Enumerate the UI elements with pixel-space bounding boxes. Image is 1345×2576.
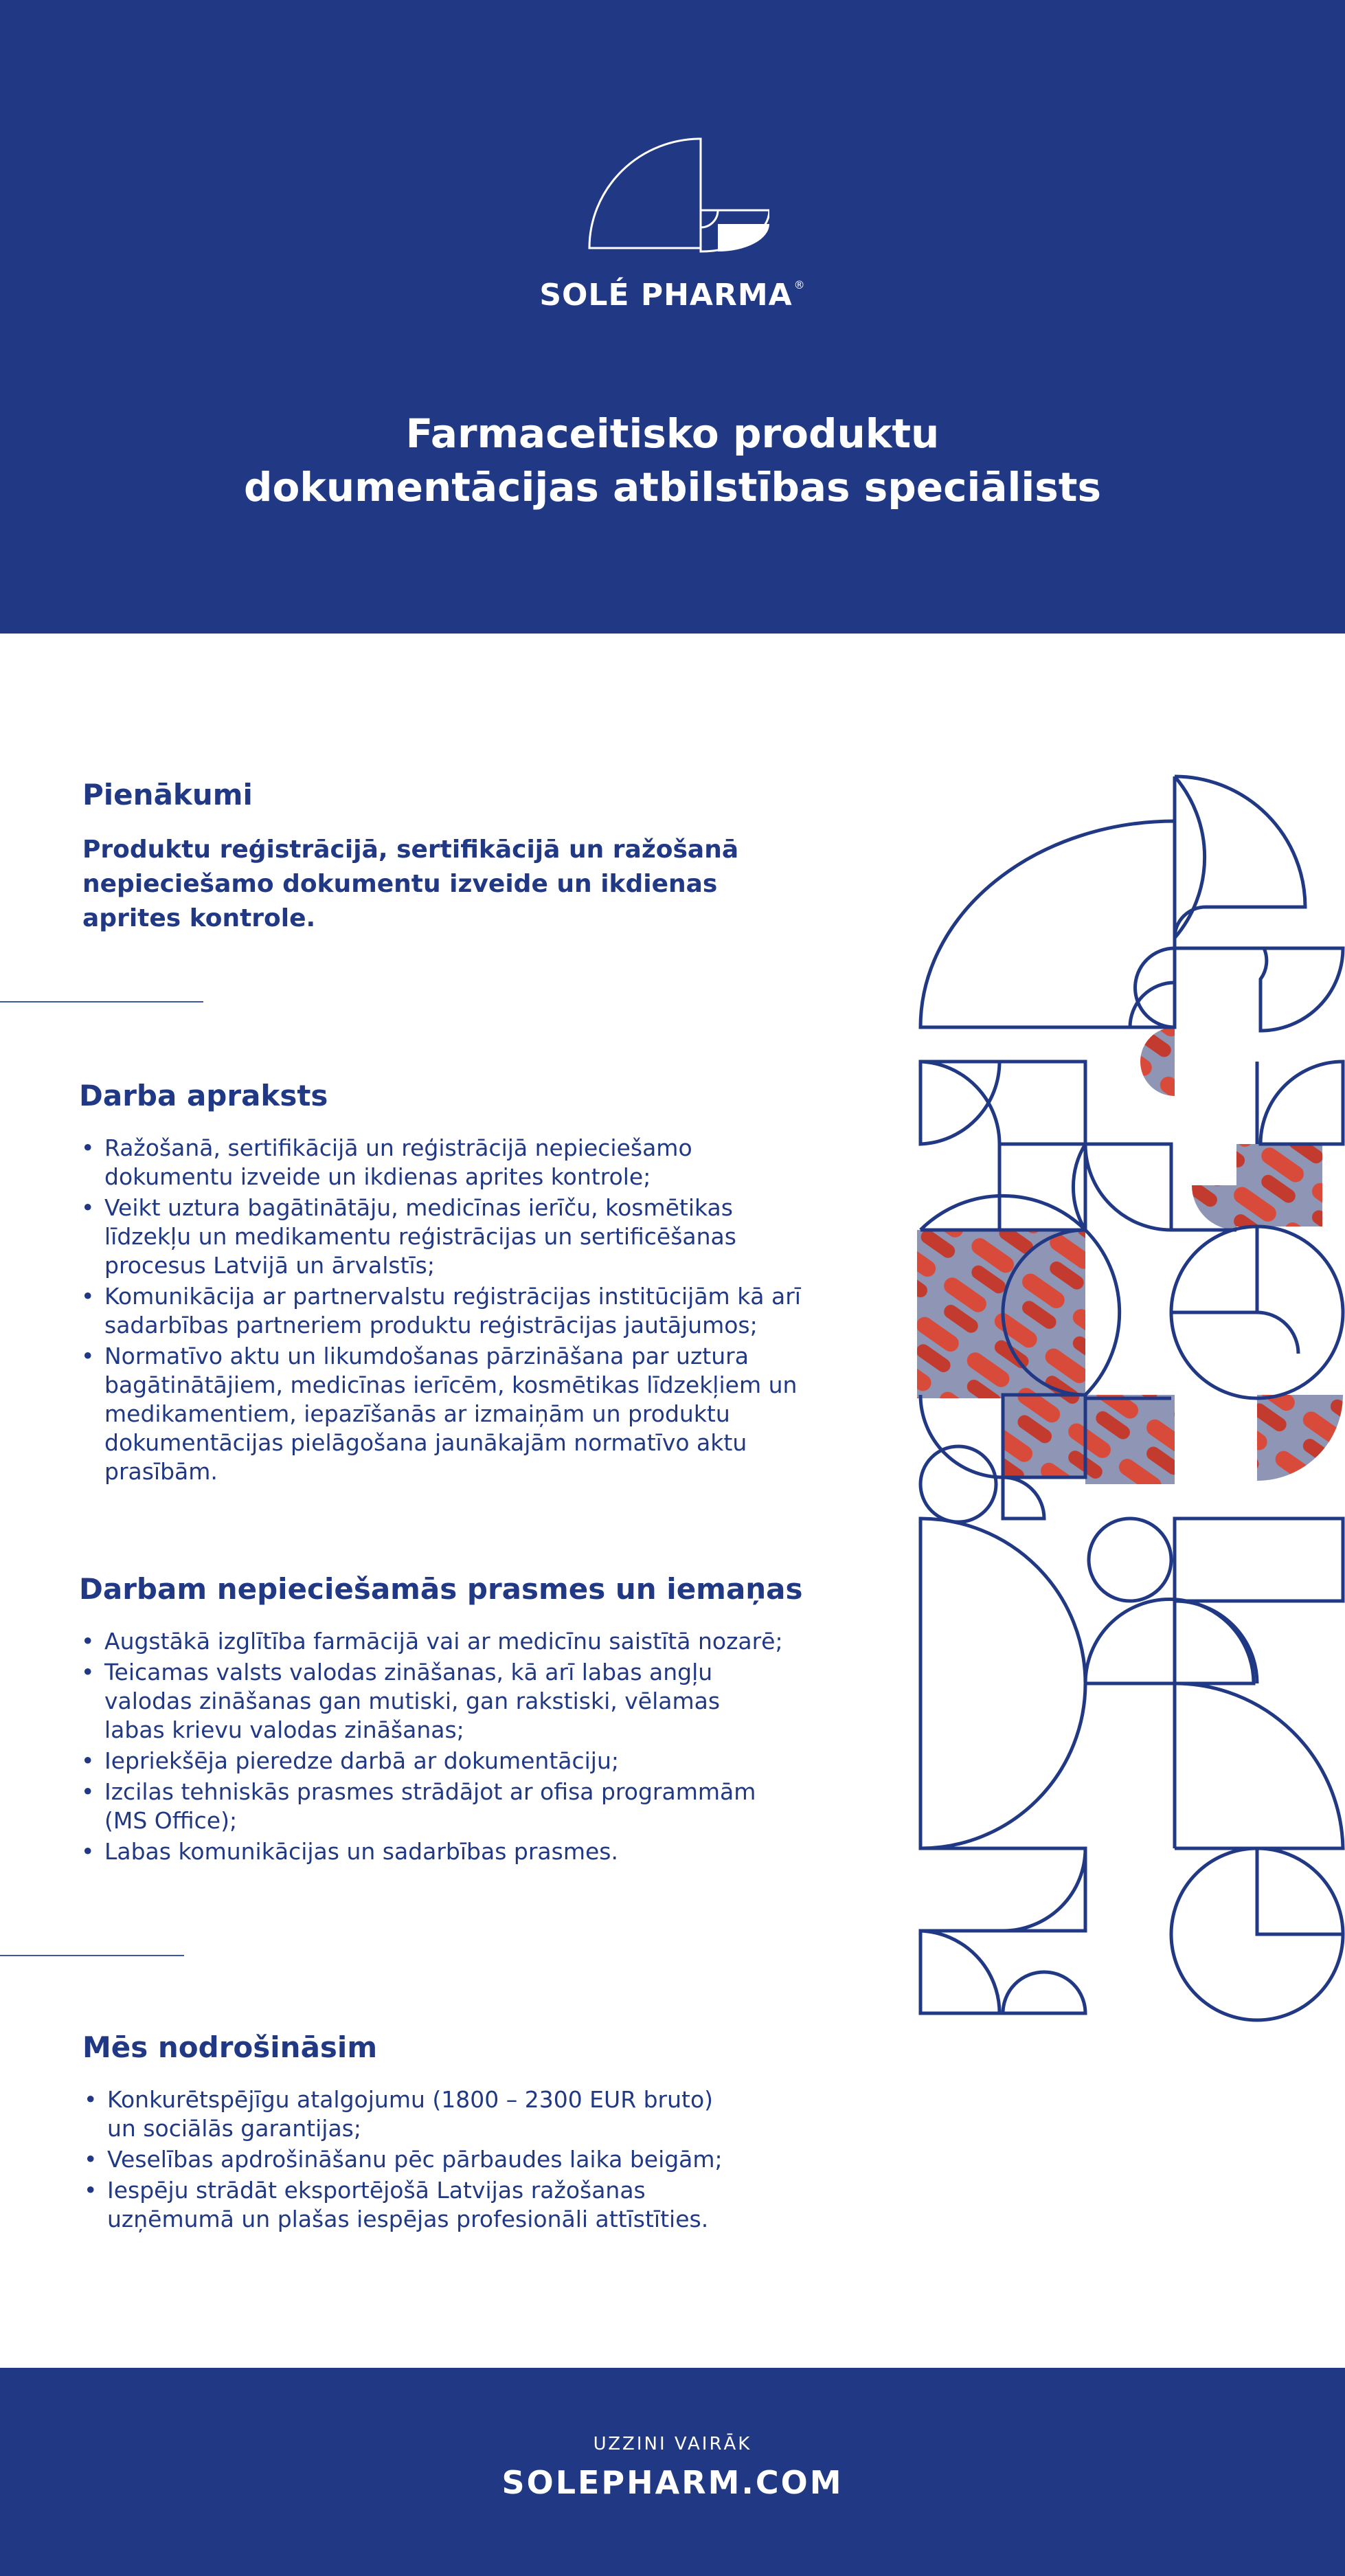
brand-name: SOLÉ PHARMA ®: [539, 278, 806, 313]
title-line-1: Farmaceitisko produktu: [405, 410, 940, 457]
list-item: • Veikt uztura bagātinātāju, medicīnas ierīču, kosmētikas līdzekļu un medikamentu reģistrācijas un sertificēšanas procesus Latvijā un ārvalstīs;: [80, 1194, 801, 1280]
duties-heading: Pienākumi: [82, 778, 253, 811]
list-item: • Augstākā izglītība farmācijā vai ar medicīnu saistītā nozarē;: [80, 1627, 787, 1656]
offer-list: [82, 2085, 742, 2236]
job-description-list: [80, 1134, 801, 1488]
list-item: • Konkurētspējīgu atalgojumu (1800 – 2300 EUR bruto) un sociālās garantijas;: [82, 2085, 742, 2143]
list-item: • Komunikācija ar partnervalstu reģistrācijas institūcijām kā arī sadarbības partneriem produktu reģistrācijas jautājumos;: [80, 1282, 801, 1340]
skills-heading: Darbam nepieciešamās prasmes un iemaņas: [79, 1572, 803, 1606]
list-item: • Veselības apdrošināšanu pēc pārbaudes laika beigām;: [82, 2145, 742, 2174]
footer-cta: UZZINI VAIRĀK: [593, 2434, 752, 2454]
list-item: • Normatīvo aktu un likumdošanas pārzināšana par uztura bagātinātājiem, medicīnas ierīcēm, kosmētikas līdzekļiem un medikamentiem, iepazīšanās ar izmaiņām un produktu dokumentācijas pielāgošana jaunākajām normatīvo aktu prasībām.: [80, 1342, 801, 1486]
title-line-2: dokumentācijas atbilstības speciālists: [243, 464, 1102, 511]
list-item: • Teicamas valsts valodas zināšanas, kā arī labas angļu valodas zināšanas gan mutiski, gan rakstiski, vēlamas labas krievu valodas zināšanas;: [80, 1658, 787, 1745]
duties-lead: Produktu reģistrācijā, sertifikācijā un ražošanā nepieciešamo dokumentu izveide un ikdienas aprites kontrole.: [82, 836, 739, 932]
job-description-heading: Darba apraksts: [79, 1079, 328, 1112]
sole-pharma-logo-icon: [584, 135, 769, 255]
list-item: • Iespēju strādāt eksportējošā Latvijas ražošanas uzņēmumā un plašas iespējas profesionāli attīstīties.: [82, 2176, 742, 2234]
list-item: • Labas komunikācijas un sadarbības prasmes.: [80, 1837, 787, 1866]
page-title: [0, 407, 1345, 514]
pill-photo-fragments: [917, 1027, 1343, 1484]
header-banner: [0, 0, 1345, 634]
skills-list: [80, 1627, 787, 1868]
offer-heading: Mēs nodrošināsim: [82, 2030, 378, 2064]
website-link[interactable]: SOLEPHARM.COM: [501, 2464, 844, 2501]
section-divider: [0, 1001, 203, 1003]
decorative-pattern: [917, 773, 1345, 2161]
list-item: • Ražošanā, sertifikācijā un reģistrācijā nepieciešamo dokumentu izveide un ikdienas aprites kontrole;: [80, 1134, 801, 1191]
list-item: • Izcilas tehniskās prasmes strādājot ar ofisa programmām (MS Office);: [80, 1778, 787, 1835]
section-divider: [0, 1955, 184, 1956]
list-item: • Iepriekšēja pieredze darbā ar dokumentāciju;: [80, 1747, 787, 1776]
